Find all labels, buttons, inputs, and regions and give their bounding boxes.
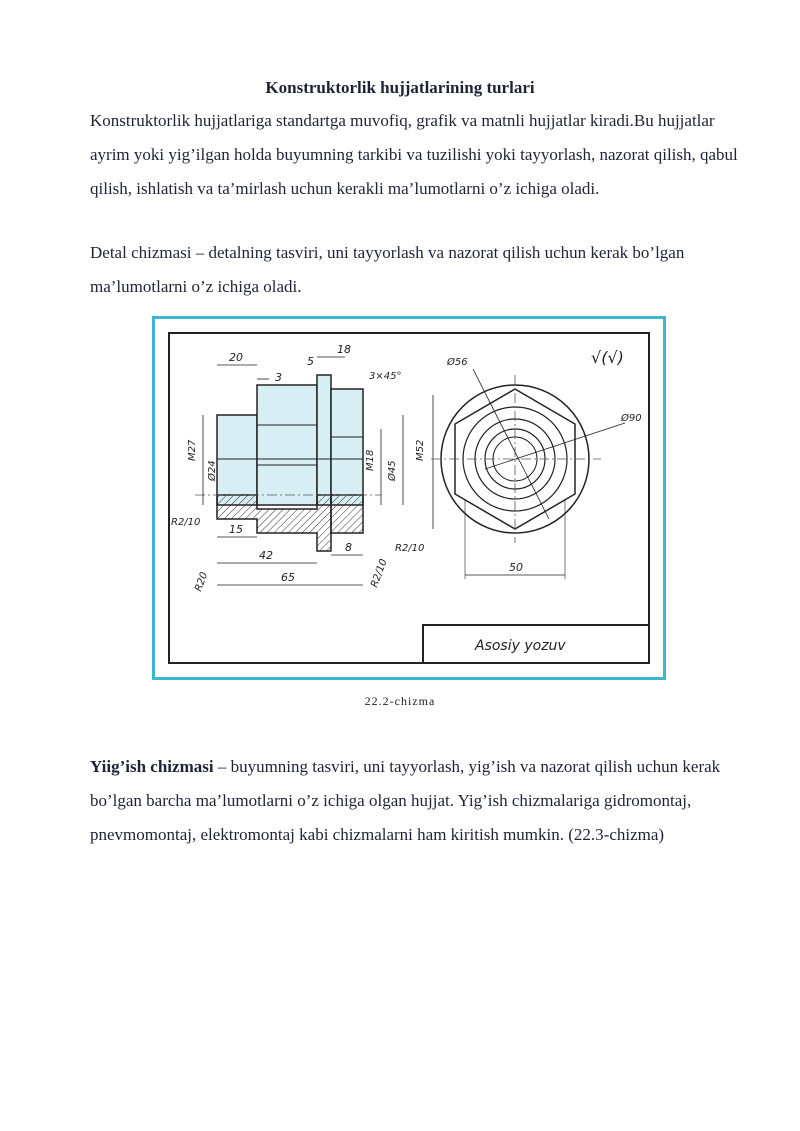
- dim-5: 5: [307, 355, 314, 368]
- dim-18: 18: [337, 343, 351, 356]
- dim-20: 20: [229, 351, 243, 364]
- title-block-label: Asosiy yozuv: [475, 638, 566, 654]
- dim-42: 42: [259, 549, 273, 562]
- front-view: [195, 375, 381, 551]
- term-assembly-drawing: Yiig’ish chizmasi: [90, 757, 214, 776]
- roughness-r10-left: R2/10: [171, 517, 201, 528]
- detail-drawing-figure: [152, 316, 666, 680]
- side-view: [431, 369, 625, 579]
- dim-3: 3: [275, 371, 282, 384]
- dim-8: 8: [345, 541, 352, 554]
- dim-d56: Ø56: [447, 357, 468, 368]
- assembly-drawing-definition: – buyumning tasviri, uni tayyorlash, yig’ish va nazorat qilish uchun kerak bo’lgan barcha ma’lumotlarni o’z ichiga olgan hujjat. Yig’ish chizmalariga gidromontaj, pnevmomontaj, elektromontaj kabi chizmalarni ham kiritish mumkin. (22.3-chizma): [90, 757, 721, 844]
- roughness-r20: R20: [193, 570, 211, 594]
- paragraph-assembly-drawing: [90, 750, 750, 852]
- roughness-symbol: √(√): [591, 348, 624, 367]
- dim-65: 65: [281, 571, 295, 584]
- roughness-r10-right: R2/10: [395, 543, 425, 554]
- dim-chamfer: 3×45°: [369, 371, 402, 382]
- dim-d45: Ø45: [387, 460, 398, 481]
- dim-m52: M52: [415, 439, 426, 461]
- paragraph-intro: Konstruktorlik hujjatlariga standartga muvofiq, grafik va matnli hujjatlar kiradi.Bu hujjatlar ayrim yoki yig’ilgan holda buyumning tarkibi va tuzilishi yoki tayyorlash, nazorat qilish, qabul qilish, ishlatish va ta’mirlash uchun kerakli ma’lumotlarni o’z ichiga oladi.: [90, 111, 738, 198]
- dim-d24: Ø24: [207, 460, 218, 481]
- dim-m18: M18: [365, 449, 376, 471]
- paragraph-detail-drawing: Detal chizmasi – detalning tasviri, uni tayyorlash va nazorat qilish uchun kerak bo’lgan ma’lumotlarni o’z ichiga oladi.: [90, 243, 685, 296]
- figure-caption: 22.2-chizma: [364, 694, 436, 708]
- dim-50: 50: [509, 561, 523, 574]
- roughness-r10-bottom: R2/10: [369, 557, 390, 590]
- dim-15: 15: [229, 523, 243, 536]
- dim-m27: M27: [187, 439, 198, 461]
- technical-drawing: [155, 319, 663, 677]
- dim-d90: Ø90: [621, 413, 642, 424]
- page-title: Konstruktorlik hujjatlarining turlari: [265, 78, 535, 97]
